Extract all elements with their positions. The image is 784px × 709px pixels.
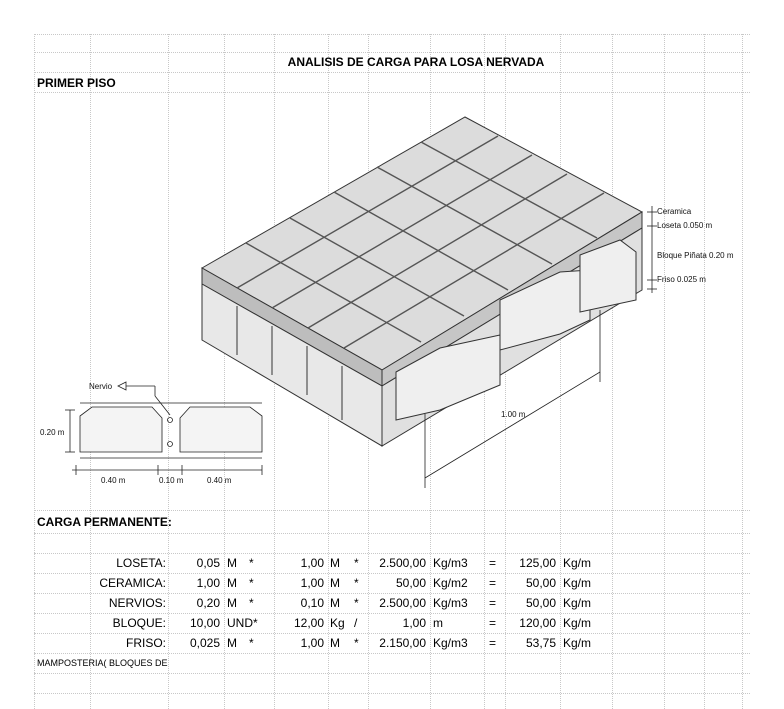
label-ceramica: Ceramica <box>657 207 692 216</box>
operator-1: * <box>249 636 254 650</box>
page-title: ANALISIS DE CARGA PARA LOSA NERVADA <box>287 55 545 69</box>
row-name: FRISO: <box>125 636 166 650</box>
unit-3: m <box>433 616 443 630</box>
equals-sign: = <box>489 616 497 630</box>
value-3: 2.500,00 <box>379 596 426 610</box>
label-height: 0.20 m <box>40 428 65 437</box>
label-friso: Friso 0.025 m <box>657 275 706 284</box>
unit-2: M <box>330 596 340 610</box>
operator-1: * <box>249 556 254 570</box>
row-name: NERVIOS: <box>108 596 166 610</box>
operator-2: * <box>354 636 359 650</box>
label-bloque: Bloque Piñata 0.20 m <box>657 251 734 260</box>
slab-geometry <box>202 117 642 446</box>
unit-3: Kg/m3 <box>433 596 468 610</box>
operator-1: * <box>249 596 254 610</box>
label-nervio: Nervio <box>89 382 113 391</box>
result-unit: Kg/m <box>563 556 592 570</box>
result-unit: Kg/m <box>563 616 592 630</box>
unit-1: M <box>227 596 237 610</box>
label-dim-rib: 0.10 m <box>159 476 184 485</box>
unit-3: Kg/m3 <box>433 556 468 570</box>
operator-1: * <box>249 576 254 590</box>
unit-1: M <box>227 636 237 650</box>
label-dim-block-left: 0.40 m <box>101 476 126 485</box>
unit-3: Kg/m3 <box>433 636 468 650</box>
value-2: 1,00 <box>300 556 324 570</box>
value-2: 0,10 <box>300 596 324 610</box>
unit-2: M <box>330 576 340 590</box>
value-3: 1,00 <box>402 616 426 630</box>
row-name: LOSETA: <box>116 556 166 570</box>
equals-sign: = <box>489 596 497 610</box>
value-3: 2.150,00 <box>379 636 426 650</box>
result-value: 53,75 <box>525 636 556 650</box>
operator-2: * <box>354 576 359 590</box>
label-loseta: Loseta 0.050 m <box>657 221 713 230</box>
value-2: 1,00 <box>300 636 324 650</box>
value-1: 0,025 <box>189 636 220 650</box>
result-unit: Kg/m <box>563 636 592 650</box>
value-1: 1,00 <box>196 576 220 590</box>
unit-1: M <box>227 576 237 590</box>
value-1: 10,00 <box>189 616 220 630</box>
unit-3: Kg/m2 <box>433 576 468 590</box>
operator-2: * <box>354 556 359 570</box>
value-1: 0,05 <box>196 556 220 570</box>
unit-1: M <box>227 556 237 570</box>
equals-sign: = <box>489 556 497 570</box>
value-3: 2.500,00 <box>379 556 426 570</box>
result-unit: Kg/m <box>563 596 592 610</box>
value-2: 12,00 <box>293 616 324 630</box>
row-name: BLOQUE: <box>112 616 166 630</box>
result-value: 50,00 <box>525 576 556 590</box>
operator-2: * <box>354 596 359 610</box>
equals-sign: = <box>489 576 497 590</box>
unit-2: Kg <box>330 616 345 630</box>
unit-1: UND* <box>227 616 258 630</box>
operator-2: / <box>354 616 358 630</box>
floor-label: PRIMER PISO <box>37 76 116 90</box>
value-1: 0,20 <box>196 596 220 610</box>
equals-sign: = <box>489 636 497 650</box>
unit-2: M <box>330 636 340 650</box>
section-title: CARGA PERMANENTE: <box>37 515 172 529</box>
result-value: 125,00 <box>519 556 556 570</box>
label-dim-block-right: 0.40 m <box>207 476 232 485</box>
result-value: 120,00 <box>519 616 556 630</box>
result-value: 50,00 <box>525 596 556 610</box>
footer-text: MAMPOSTERIA( BLOQUES DE <box>37 658 168 668</box>
value-2: 1,00 <box>300 576 324 590</box>
label-span: 1.00 m <box>501 410 526 419</box>
row-name: CERAMICA: <box>99 576 166 590</box>
value-3: 50,00 <box>395 576 426 590</box>
rib-section-detail <box>65 382 262 475</box>
unit-2: M <box>330 556 340 570</box>
result-unit: Kg/m <box>563 576 592 590</box>
